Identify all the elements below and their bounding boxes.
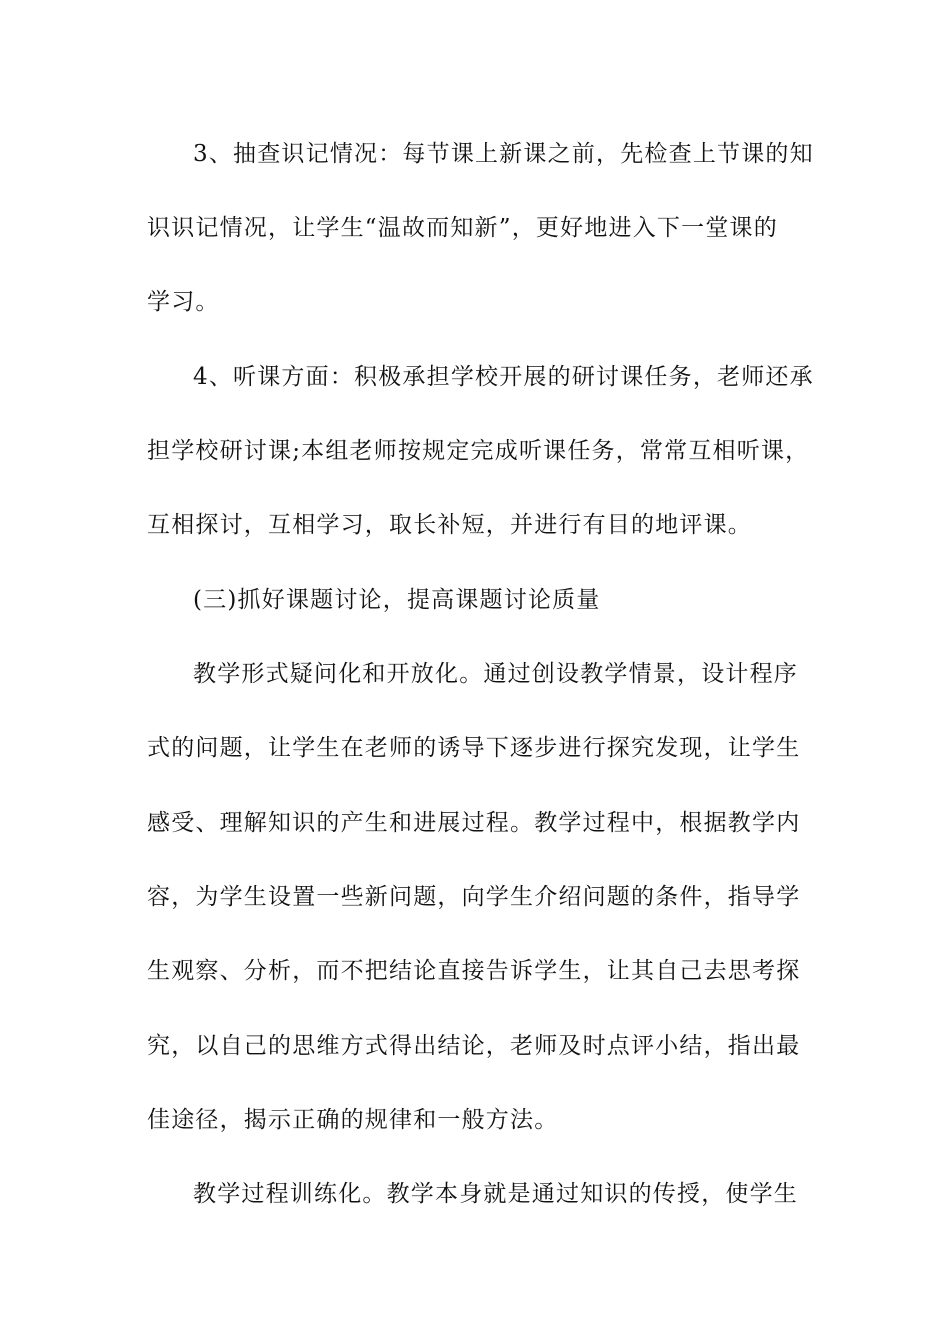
paragraph-line: 4、听课方面：积极承担学校开展的研讨课任务，老师还承 [193, 364, 814, 390]
paragraph-line: 担学校研讨课;本组老师按规定完成听课任务，常常互相听课， [147, 438, 810, 464]
paragraph-line: 教学形式疑问化和开放化。通过创设教学情景，设计程序 [193, 661, 798, 687]
paragraph-line: 容，为学生设置一些新问题，向学生介绍问题的条件，指导学 [147, 884, 801, 910]
paragraph-line: 佳途径，揭示正确的规律和一般方法。 [147, 1107, 559, 1133]
section-heading: (三)抓好课题讨论，提高课题讨论质量 [193, 587, 601, 613]
paragraph-line: 学习。 [147, 289, 220, 315]
paragraph-line: 究，以自己的思维方式得出结论，老师及时点评小结，指出最 [147, 1033, 801, 1059]
paragraph-line: 教学过程训练化。教学本身就是通过知识的传授，使学生 [193, 1181, 798, 1207]
paragraph-line: 式的问题，让学生在老师的诱导下逐步进行探究发现，让学生 [147, 735, 801, 761]
paragraph-line: 互相探讨，互相学习，取长补短，并进行有目的地评课。 [147, 512, 752, 538]
paragraph-line: 3、抽查识记情况：每节课上新课之前，先检查上节课的知 [193, 141, 814, 167]
paragraph-line: 识识记情况，让学生“温故而知新”，更好地进入下一堂课的 [147, 215, 778, 241]
paragraph-line: 感受、理解知识的产生和进展过程。教学过程中，根据教学内 [147, 810, 801, 836]
paragraph-line: 生观察、分析，而不把结论直接告诉学生，让其自己去思考探 [147, 958, 801, 984]
